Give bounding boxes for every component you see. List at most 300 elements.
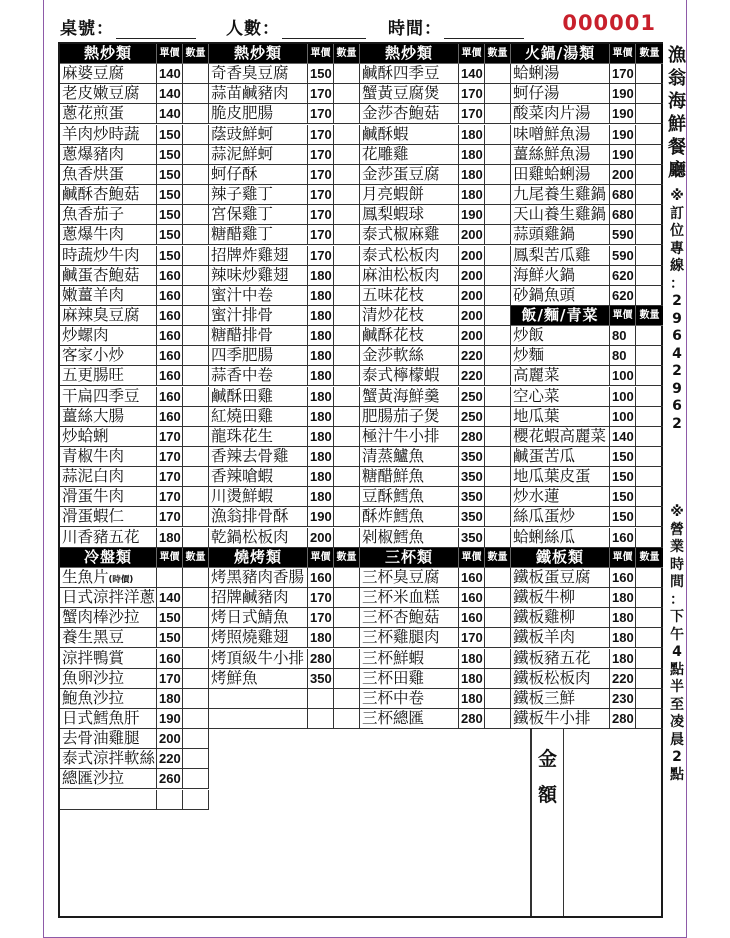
qty-input[interactable]	[334, 286, 360, 306]
item-price: 180	[308, 366, 334, 386]
item-price: 170	[157, 669, 183, 689]
item-name: 空心菜	[511, 387, 610, 407]
item-name: 蔭豉鮮蚵	[209, 125, 308, 145]
vertical-char: 位	[670, 223, 684, 239]
qty-input[interactable]	[334, 225, 360, 245]
qty-input[interactable]	[183, 487, 209, 507]
people-count-field[interactable]	[226, 14, 366, 39]
qty-input[interactable]	[334, 125, 360, 145]
item-price: 140	[157, 84, 183, 104]
qty-input[interactable]	[183, 366, 209, 386]
qty-input[interactable]	[485, 165, 511, 185]
item-price	[308, 689, 334, 709]
qty-input[interactable]	[334, 608, 360, 628]
menu-item-row	[60, 246, 209, 266]
menu-item-row	[60, 427, 209, 447]
menu-item-row	[209, 628, 360, 648]
qty-input[interactable]	[485, 568, 511, 588]
qty-input[interactable]	[334, 709, 360, 729]
qty-input[interactable]	[334, 205, 360, 225]
qty-input[interactable]	[636, 528, 663, 548]
qty-input[interactable]	[183, 528, 209, 548]
item-price: 170	[308, 165, 334, 185]
qty-input[interactable]	[485, 689, 511, 709]
price-header: 單價	[157, 44, 183, 64]
qty-input[interactable]	[334, 689, 360, 709]
qty-input[interactable]	[485, 145, 511, 165]
qty-input[interactable]	[636, 628, 663, 648]
item-price: 150	[157, 165, 183, 185]
qty-input[interactable]	[334, 447, 360, 467]
qty-input[interactable]	[485, 507, 511, 527]
vertical-char: 時	[670, 556, 684, 573]
vertical-char: 專	[670, 240, 684, 257]
qty-input[interactable]	[485, 528, 511, 548]
qty-input[interactable]	[334, 407, 360, 427]
menu-item-row	[60, 326, 209, 346]
item-name: 糖醋鮮魚	[360, 467, 459, 487]
vertical-char: 午	[670, 626, 684, 643]
qty-input[interactable]	[485, 427, 511, 447]
item-price: 180	[459, 125, 485, 145]
item-price: 200	[459, 306, 485, 326]
qty-input[interactable]	[636, 125, 663, 145]
qty-input[interactable]	[636, 669, 663, 689]
item-price: 180	[308, 346, 334, 366]
qty-input[interactable]	[183, 286, 209, 306]
item-price: 80	[610, 326, 636, 346]
table-number-field[interactable]	[60, 14, 196, 39]
menu-item-row	[360, 649, 511, 669]
qty-input[interactable]	[183, 346, 209, 366]
item-price: 180	[308, 407, 334, 427]
item-name: 金莎軟絲	[360, 346, 459, 366]
price-header: 單價	[610, 44, 636, 64]
qty-input[interactable]	[485, 266, 511, 286]
item-price: 160	[157, 266, 183, 286]
item-price: 170	[308, 104, 334, 124]
vertical-char: 9	[672, 380, 682, 397]
menu-item-row	[360, 427, 511, 447]
item-name: 櫻花蝦高麗菜	[511, 427, 610, 447]
qty-input[interactable]	[485, 246, 511, 266]
table-number-blank[interactable]	[116, 22, 196, 39]
menu-item-row	[209, 326, 360, 346]
qty-input[interactable]	[183, 387, 209, 407]
item-name: 魚卵沙拉	[60, 669, 157, 689]
qty-input[interactable]	[485, 326, 511, 346]
menu-item-row	[360, 306, 511, 326]
qty-input[interactable]	[334, 628, 360, 648]
qty-input[interactable]	[485, 104, 511, 124]
qty-input[interactable]	[183, 709, 209, 729]
item-name: 鮑魚沙拉	[60, 689, 157, 709]
item-price: 280	[459, 709, 485, 729]
item-name: 花雕雞	[360, 145, 459, 165]
item-name: 魚香烘蛋	[60, 165, 157, 185]
menu-item-row	[360, 507, 511, 527]
qty-input[interactable]	[636, 467, 663, 487]
item-price: 180	[157, 528, 183, 548]
notes-area[interactable]	[209, 729, 531, 916]
menu-item-row	[511, 84, 663, 104]
business-hours	[664, 504, 690, 784]
qty-input[interactable]	[636, 588, 663, 608]
qty-input[interactable]	[334, 649, 360, 669]
item-name: 鐵板三鮮	[511, 689, 610, 709]
qty-input[interactable]	[334, 669, 360, 689]
item-name: 日式鱈魚肝	[60, 709, 157, 729]
qty-input[interactable]	[334, 145, 360, 165]
item-price: 350	[308, 669, 334, 689]
item-price: 260	[157, 769, 183, 789]
qty-input[interactable]	[183, 588, 209, 608]
item-price: 200	[459, 326, 485, 346]
item-price: 620	[610, 286, 636, 306]
qty-input[interactable]	[636, 366, 663, 386]
item-name: 烤黑豬肉香腸	[209, 568, 308, 588]
item-name: 泰式椒麻雞	[360, 225, 459, 245]
qty-input[interactable]	[334, 387, 360, 407]
item-price: 150	[157, 145, 183, 165]
qty-input[interactable]	[183, 568, 209, 588]
qty-header: 數量	[485, 44, 511, 64]
qty-input[interactable]	[183, 749, 209, 769]
qty-input[interactable]	[183, 326, 209, 346]
qty-input[interactable]	[636, 205, 663, 225]
qty-input[interactable]	[485, 608, 511, 628]
item-price: 150	[308, 64, 334, 84]
qty-input[interactable]	[183, 125, 209, 145]
qty-input[interactable]	[636, 104, 663, 124]
item-name: 老皮嫩豆腐	[60, 84, 157, 104]
item-price: 680	[610, 185, 636, 205]
qty-input[interactable]	[485, 487, 511, 507]
qty-input[interactable]	[636, 145, 663, 165]
item-name: 滑蛋蝦仁	[60, 507, 157, 527]
item-name: 三杯田雞	[360, 669, 459, 689]
qty-input[interactable]	[636, 266, 663, 286]
qty-input[interactable]	[334, 165, 360, 185]
qty-input[interactable]	[485, 64, 511, 84]
menu-item-row	[360, 366, 511, 386]
qty-input[interactable]	[183, 145, 209, 165]
item-price: 280	[308, 649, 334, 669]
qty-input[interactable]	[334, 306, 360, 326]
section-title: 熱炒類	[209, 44, 308, 64]
item-name: 糖醋雞丁	[209, 225, 308, 245]
qty-input[interactable]	[485, 306, 511, 326]
item-price: 170	[157, 507, 183, 527]
qty-input[interactable]	[636, 346, 663, 366]
menu-item-row	[209, 346, 360, 366]
menu-item-row	[60, 145, 209, 165]
qty-input[interactable]	[183, 790, 209, 810]
vertical-char: 6	[672, 328, 682, 344]
menu-item-row	[511, 709, 663, 729]
item-name: 炒麵	[511, 346, 610, 366]
item-name	[209, 709, 308, 729]
qty-input[interactable]	[636, 84, 663, 104]
item-name: 金莎蛋豆腐	[360, 165, 459, 185]
qty-input[interactable]	[636, 709, 663, 729]
qty-header: 數量	[636, 44, 663, 64]
menu-grid	[58, 42, 663, 918]
qty-input[interactable]	[485, 346, 511, 366]
menu-item-row	[511, 588, 663, 608]
qty-input[interactable]	[485, 185, 511, 205]
people-count-blank[interactable]	[282, 22, 366, 39]
amount-label	[531, 729, 564, 916]
qty-input[interactable]	[183, 669, 209, 689]
qty-input[interactable]	[485, 447, 511, 467]
vertical-char: 凌	[670, 714, 684, 730]
qty-input[interactable]	[636, 507, 663, 527]
qty-input[interactable]	[636, 487, 663, 507]
item-name: 烤頂級牛小排	[209, 649, 308, 669]
menu-item-row	[511, 669, 663, 689]
item-name-text: 生魚片	[62, 567, 109, 586]
qty-input[interactable]	[183, 104, 209, 124]
item-price: 140	[157, 104, 183, 124]
qty-input[interactable]	[636, 225, 663, 245]
qty-input[interactable]	[485, 407, 511, 427]
item-name	[60, 790, 157, 810]
menu-item-row	[209, 669, 360, 689]
qty-input[interactable]	[636, 568, 663, 588]
item-price: 180	[308, 266, 334, 286]
item-price: 150	[610, 467, 636, 487]
menu-item-row	[360, 407, 511, 427]
menu-item-row	[209, 104, 360, 124]
qty-input[interactable]	[636, 447, 663, 467]
menu-item-row	[360, 125, 511, 145]
time-field[interactable]	[388, 14, 524, 39]
item-price: 160	[157, 306, 183, 326]
qty-input[interactable]	[334, 507, 360, 527]
menu-item-row	[360, 467, 511, 487]
item-name: 乾鍋松板肉	[209, 528, 308, 548]
qty-input[interactable]	[334, 427, 360, 447]
item-name: 清蒸鱸魚	[360, 447, 459, 467]
item-name: 龍珠花生	[209, 427, 308, 447]
qty-input[interactable]	[183, 84, 209, 104]
item-price: 220	[459, 366, 485, 386]
item-name: 涼拌鴨賞	[60, 649, 157, 669]
menu-item-row	[209, 387, 360, 407]
qty-input[interactable]	[183, 185, 209, 205]
item-price: 180	[459, 145, 485, 165]
qty-input[interactable]	[334, 104, 360, 124]
qty-input[interactable]	[183, 649, 209, 669]
qty-input[interactable]	[485, 669, 511, 689]
qty-input[interactable]	[636, 689, 663, 709]
qty-input[interactable]	[334, 246, 360, 266]
qty-input[interactable]	[183, 427, 209, 447]
qty-input[interactable]	[485, 205, 511, 225]
item-price: 350	[459, 507, 485, 527]
qty-input[interactable]	[183, 689, 209, 709]
qty-input[interactable]	[636, 165, 663, 185]
item-price: 590	[610, 246, 636, 266]
item-name: 炒螺肉	[60, 326, 157, 346]
qty-input[interactable]	[485, 709, 511, 729]
menu-item-row	[511, 407, 663, 427]
qty-input[interactable]	[183, 447, 209, 467]
qty-input[interactable]	[485, 387, 511, 407]
menu-item-row	[209, 306, 360, 326]
item-price: 180	[459, 165, 485, 185]
item-price: 180	[459, 689, 485, 709]
item-price: 150	[157, 205, 183, 225]
item-price: 590	[610, 225, 636, 245]
qty-input[interactable]	[636, 326, 663, 346]
qty-input[interactable]	[183, 769, 209, 789]
qty-input[interactable]	[636, 608, 663, 628]
menu-item-row	[209, 266, 360, 286]
vertical-char: 晨	[670, 731, 684, 748]
item-price	[308, 709, 334, 729]
menu-item-row	[209, 649, 360, 669]
item-name: 砂鍋魚頭	[511, 286, 610, 306]
qty-input[interactable]	[485, 225, 511, 245]
qty-input[interactable]	[636, 246, 663, 266]
item-name: 魚香茄子	[60, 205, 157, 225]
menu-item-row	[60, 84, 209, 104]
item-name: 高麗菜	[511, 366, 610, 386]
item-price: 140	[157, 64, 183, 84]
qty-input[interactable]	[636, 64, 663, 84]
qty-input[interactable]	[334, 366, 360, 386]
qty-input[interactable]	[183, 266, 209, 286]
qty-input[interactable]	[485, 286, 511, 306]
item-price: 170	[157, 487, 183, 507]
item-name: 漁翁排骨酥	[209, 507, 308, 527]
item-name: 五更腸旺	[60, 366, 157, 386]
item-price: 170	[308, 125, 334, 145]
qty-input[interactable]	[334, 528, 360, 548]
item-name: 招牌鹹豬肉	[209, 588, 308, 608]
qty-input[interactable]	[636, 387, 663, 407]
qty-input[interactable]	[183, 306, 209, 326]
item-name: 泰式涼拌軟絲	[62, 749, 156, 768]
qty-input[interactable]	[183, 64, 209, 84]
qty-input[interactable]	[636, 649, 663, 669]
item-name: 紅燒田雞	[209, 407, 308, 427]
item-price: 170	[610, 64, 636, 84]
menu-item-row	[60, 769, 209, 789]
menu-item-row	[209, 407, 360, 427]
qty-input[interactable]	[485, 628, 511, 648]
section-header	[511, 306, 663, 326]
item-name: 鹹酥蝦	[360, 125, 459, 145]
qty-input[interactable]	[636, 286, 663, 306]
qty-header: 數量	[636, 548, 663, 568]
qty-input[interactable]	[334, 64, 360, 84]
menu-item-row	[60, 387, 209, 407]
qty-input[interactable]	[485, 125, 511, 145]
qty-input[interactable]	[485, 366, 511, 386]
qty-input[interactable]	[636, 407, 663, 427]
qty-input[interactable]	[636, 185, 663, 205]
price-header: 單價	[459, 548, 485, 568]
item-name: 地瓜葉	[511, 407, 610, 427]
qty-input[interactable]	[334, 266, 360, 286]
item-price: 170	[308, 608, 334, 628]
price-header: 單價	[157, 548, 183, 568]
qty-input[interactable]	[183, 205, 209, 225]
qty-input[interactable]	[485, 588, 511, 608]
qty-input[interactable]	[334, 346, 360, 366]
item-price: 150	[157, 125, 183, 145]
menu-item-row	[60, 366, 209, 386]
total-amount-field[interactable]	[564, 729, 661, 916]
section-header	[209, 44, 360, 64]
qty-header: 數量	[334, 548, 360, 568]
item-name: 五味花枝	[360, 286, 459, 306]
qty-input[interactable]	[183, 628, 209, 648]
item-price	[157, 568, 183, 588]
item-price: 160	[610, 528, 636, 548]
item-price: 160	[157, 649, 183, 669]
menu-item-row	[209, 64, 360, 84]
item-name	[60, 568, 157, 588]
qty-input[interactable]	[334, 185, 360, 205]
item-price: 140	[459, 64, 485, 84]
qty-input[interactable]	[334, 487, 360, 507]
item-name: 鹹酥花枝	[360, 326, 459, 346]
qty-input[interactable]	[334, 467, 360, 487]
menu-item-row	[360, 689, 511, 709]
qty-input[interactable]	[334, 84, 360, 104]
item-price: 170	[157, 427, 183, 447]
menu-item-row	[360, 346, 511, 366]
item-name: 蒜泥鮮蚵	[209, 145, 308, 165]
item-name: 天山養生雞鍋	[511, 205, 610, 225]
section-title: 冷盤類	[60, 548, 157, 568]
qty-input[interactable]	[183, 165, 209, 185]
time-blank[interactable]	[444, 22, 524, 39]
qty-input[interactable]	[183, 467, 209, 487]
qty-input[interactable]	[334, 588, 360, 608]
item-name: 蚵仔酥	[209, 165, 308, 185]
vertical-char: 間	[670, 574, 684, 590]
item-name: 鳳梨蝦球	[360, 205, 459, 225]
qty-input[interactable]	[183, 246, 209, 266]
qty-input[interactable]	[485, 649, 511, 669]
qty-input[interactable]	[183, 225, 209, 245]
menu-item-row	[511, 145, 663, 165]
item-name: 鹹酥杏鮑菇	[60, 185, 157, 205]
qty-input[interactable]	[183, 608, 209, 628]
qty-input[interactable]	[183, 507, 209, 527]
item-price: 350	[459, 487, 485, 507]
qty-input[interactable]	[485, 84, 511, 104]
qty-input[interactable]	[183, 729, 209, 749]
item-price: 180	[308, 427, 334, 447]
qty-input[interactable]	[485, 467, 511, 487]
qty-input[interactable]	[334, 326, 360, 346]
qty-input[interactable]	[636, 427, 663, 447]
item-price: 170	[308, 185, 334, 205]
qty-input[interactable]	[183, 407, 209, 427]
menu-item-row	[511, 225, 663, 245]
menu-item-row	[60, 286, 209, 306]
item-name: 招牌炸雞翅	[209, 246, 308, 266]
menu-item-row	[209, 145, 360, 165]
qty-input[interactable]	[334, 568, 360, 588]
item-name: 肥腸茄子煲	[360, 407, 459, 427]
